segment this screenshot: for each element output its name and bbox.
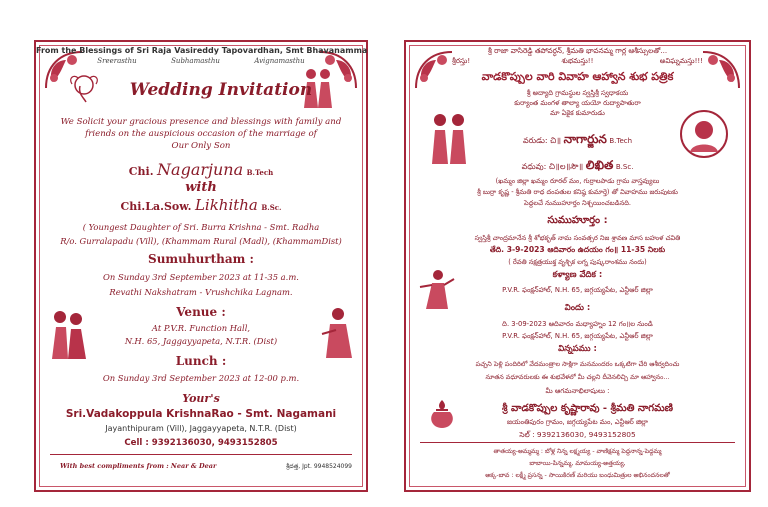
host-address: Jayanthipuram (Vill), Jaggayyapeta, N.T.R. (Dist) <box>105 424 297 433</box>
venue-heading: కళ్యాణ వేదిక : <box>552 270 603 280</box>
host-names: శ్రీ వాడకొప్పుల కృష్ణారావు - శ్రీమతి నాగమణి <box>502 403 673 414</box>
blessing-line: From the Blessings of Sri Raja Vasireddy Tapovardhan, Smt Bhavanamma <box>36 46 368 55</box>
mantra-3: Avignamasthu <box>254 57 305 65</box>
telugu-invitation-card <box>404 40 751 492</box>
intro-line: శ్రీ అద్యాది గ్రామస్థుల స్వస్తిశ్రీ స్వధాకయ <box>526 89 629 97</box>
english-invitation-card <box>34 40 368 492</box>
bride-line <box>36 196 366 214</box>
bride-details-line: ( Youngest Daughter of Sri. Burra Krishna - Smt. Radha <box>82 222 320 232</box>
bride-details-line: (ఖమ్మం జిల్లా ఖమ్మం రూరల్ మం, గుర్రాలపాడు గ్రామ వాస్తవ్యులు <box>495 177 660 185</box>
card-inner-border <box>39 45 363 487</box>
groom-degree: B.Tech <box>609 137 633 145</box>
groom-label: వరుడు: <box>522 136 548 145</box>
intro-line: Our Only Son <box>171 141 231 151</box>
groom-degree: B.Tech <box>246 168 274 177</box>
request-line: పచ్చని పెళ్లి పందిరిలో వేదమంత్రాల సాక్షిగా మనమందరం ఒక్కటిగా చేరి ఆశీర్వదించు <box>475 360 680 368</box>
muhurtham-line: ( రేవతి నక్షత్రయుక్త వృశ్చిక లగ్న పుష్కరాంశము నందు) <box>508 258 647 266</box>
groom-name: నాగార్జున <box>563 132 607 146</box>
yours-text: Your's <box>182 392 220 405</box>
groom-line <box>406 132 749 149</box>
bride-degree: B.Sc. <box>615 163 634 171</box>
page-title: వాడకొప్పుల వారి వివాహ ఆహ్వాన శుభ పత్రిక <box>481 70 674 83</box>
bride-label: వధువు: <box>521 162 547 171</box>
venue-line: At P.V.R. Function Hall, <box>151 323 251 333</box>
bride-details-line: పెద్దలచే నుముహూర్తం నిశ్చయించబడినది. <box>524 199 631 207</box>
divider <box>420 442 735 443</box>
lunch-heading: విందు : <box>564 303 591 313</box>
bride-name: లిఖిత <box>585 158 614 172</box>
bride-name: Likhitha <box>194 196 258 214</box>
venue-line: P.V.R. ఫంక్షన్‌హాల్, N.H. 65, జగ్గయ్యపేట, ఎన్టీఆర్ జిల్లా <box>502 286 653 294</box>
groom-line <box>36 160 366 179</box>
intro-line: friends on the auspicious occasion of the marriage of <box>85 129 317 139</box>
bride-degree: B.Sc. <box>261 203 282 212</box>
bride-details <box>406 176 749 209</box>
relatives-line: తాతయ్య-అమ్మమ్మ : బోళ్ల నిన్న లక్ష్మయ్య - వాణిక్షమ్మ పెద్దనాన్న-పెద్దమ్మ <box>493 448 662 455</box>
bride-line <box>406 158 749 175</box>
mantra-2: Subhamasthu <box>171 57 220 65</box>
relatives-line: బాబాయి-పిన్నమ్మ, మామయ్య-అత్తయ్య, <box>529 460 626 467</box>
intro-text <box>36 116 366 152</box>
intro-line: మా ఏకైక కుమారుడు <box>550 109 605 117</box>
groom-prefix: చి॥ <box>550 136 562 145</box>
relatives-list <box>406 446 749 482</box>
bride-details <box>36 220 366 248</box>
venue-line: N.H. 65, Jaggayyapeta, N.T.R. (Dist) <box>124 336 278 346</box>
venue-details <box>36 322 366 348</box>
blessing-line: శ్రీ రాజా వాసిరెడ్డి తపోవర్ధన్, శ్రీమతి భావనమ్మ గార్ల ఆశీస్సులతో... <box>487 46 668 55</box>
request-line: నూతన వధూవరులకు ఈ శుభవేళలో మీ చల్లని దీవెనలిచ్చి మా ఆహ్వానం... <box>485 373 670 381</box>
mantra-right: అవిఘ్నమస్తు!!! <box>659 57 703 65</box>
regards-text: మీ ఆగమనాభిలాషులు : <box>545 387 610 395</box>
bride-details-line: R/o. Gurralapadu (Vill), (Khammam Rural (Madl), (KhammamDist) <box>60 236 342 246</box>
printer-credit: శ్రీదత్త, Jpt. 9948524099 <box>286 463 352 470</box>
compliments-text: With best compliments from : Near & Dear <box>60 462 217 470</box>
bride-prefix: Chi.La.Sow. <box>120 200 192 213</box>
lunch-line: P.V.R. ఫంక్షన్‌హాల్, N.H. 65, జగ్గయ్యపేట, ఎన్టీఆర్ జిల్లా <box>502 332 653 340</box>
divider <box>50 454 352 455</box>
muhurtham-details <box>36 270 366 300</box>
lunch-heading: Lunch : <box>175 354 227 368</box>
muhurtham-line: తేది. 3-9-2023 ఆదివారం ఉదయం గం॥ 11-35 నిలకు <box>489 245 666 254</box>
groom-prefix: Chi. <box>128 165 154 178</box>
request-heading: విన్నపము : <box>558 344 597 354</box>
intro-line: కుర్యాంత మంగళ తాల్యా యయో రుద్యాపాతురా <box>514 99 641 107</box>
request-details <box>406 358 749 384</box>
lunch-line: ది. 3-09-2023 ఆదివారం మధ్యాహ్నం 12 గం॥ల నుండి <box>502 320 653 328</box>
muhurtham-line: స్వస్తిశ్రీ చాంద్రమానేన శ్రీ శోభకృత్ నామ సంవత్సర నిజ శ్రావణ మాస బహుళ చవితి <box>474 234 681 242</box>
host-cell: Cell : 9392136030, 9493152805 <box>124 438 278 448</box>
muhurtham-heading: Sumuhurtham : <box>148 252 254 266</box>
venue-heading: Venue : <box>176 305 226 319</box>
host-cell: సెల్ : 9392136030, 9493152805 <box>519 430 636 439</box>
muhurtham-details <box>406 232 749 268</box>
host-address: జయంతిపురం గ్రామం, జగ్గయ్యపేట మం, ఎన్టీఆర్ జిల్లా <box>506 418 649 426</box>
relatives-line: అక్క-బావ : లక్ష్మీ ప్రసన్న - సాయికిరణ్ మరియు బంధుమిత్రుల అభినందనలతో <box>485 472 670 479</box>
lunch-details <box>406 318 749 342</box>
with-text: with <box>185 180 217 195</box>
host-names: Sri.Vadakoppula KrishnaRao - Smt. Nagamani <box>65 408 337 420</box>
bride-prefix: చి॥ల॥సౌ॥ <box>548 162 584 171</box>
intro-line: We Solicit your gracious presence and blessings with family and <box>60 117 342 127</box>
lunch-line: On Sunday 3rd September 2023 at 12-00 p.m. <box>102 373 300 383</box>
muhurtham-line: Revathi Nakshatram - Vrushchika Lagnam. <box>109 287 293 297</box>
mantra-left: శ్రీరస్తు! <box>452 57 471 65</box>
bride-details-line: శ్రీ బుర్రా కృష్ణ - శ్రీమతి రాధ దంపతుల కనిష్ఠ కుమార్తె) తో వివాహము జరుపుటకు <box>477 188 678 196</box>
muhurtham-line: On Sunday 3rd September 2023 at 11-35 a.m. <box>103 272 299 282</box>
mantra-1: Sreerasthu <box>97 57 137 65</box>
mantra-mid: శుభమస్తు!! <box>561 57 594 65</box>
muhurtham-heading: సుముహూర్తం : <box>547 215 608 226</box>
groom-name: Nagarjuna <box>157 160 244 179</box>
page-title: Wedding Invitation <box>129 80 313 100</box>
